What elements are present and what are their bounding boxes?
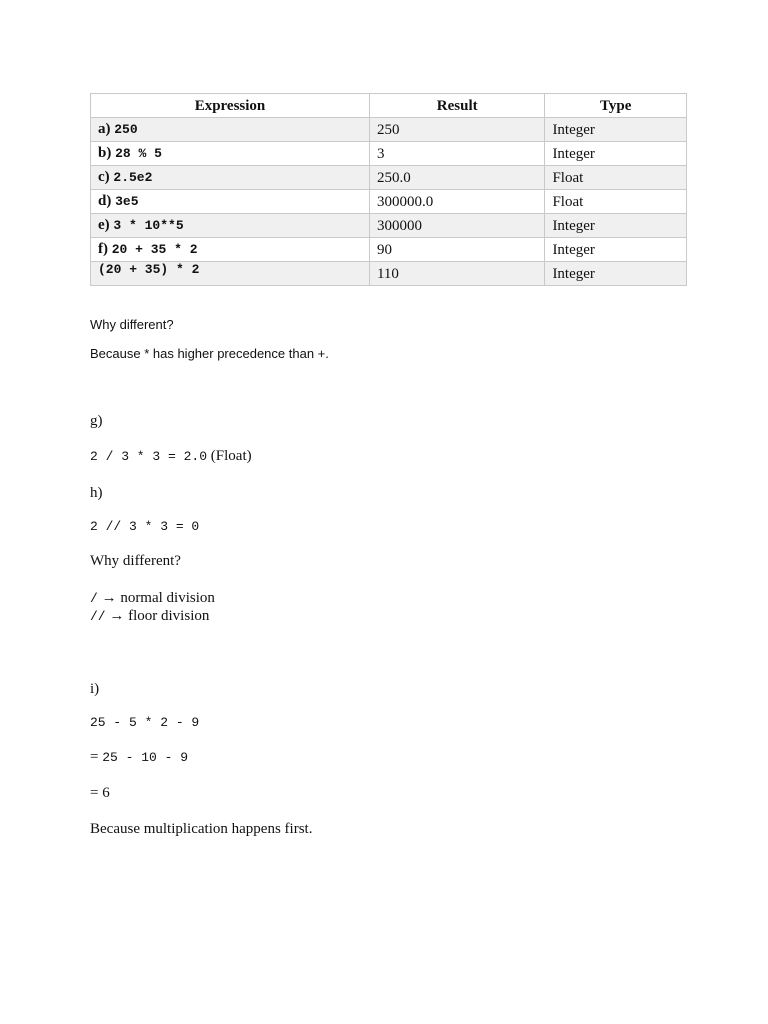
row-label: c) <box>98 169 114 185</box>
part-h-label: h) <box>90 485 103 501</box>
type-cell: Integer <box>545 142 687 166</box>
row-label: a) <box>98 121 115 137</box>
row-label: d) <box>98 193 116 209</box>
expression-code: 3 * 10**5 <box>113 218 184 233</box>
part-g-expression <box>90 448 252 465</box>
expression-code: 250 <box>114 122 138 137</box>
table-row <box>91 190 687 214</box>
division-operator: / <box>90 591 98 606</box>
normal-division-line <box>90 590 215 607</box>
expression-cell <box>91 142 370 166</box>
part-i-step1 <box>90 714 199 731</box>
type-cell: Float <box>545 166 687 190</box>
table-row <box>91 118 687 142</box>
table-row <box>91 214 687 238</box>
part-g-type: (Float) <box>207 448 252 464</box>
part-g-code: 2 / 3 * 3 = 2.0 <box>90 449 208 464</box>
expression-cell <box>91 118 370 142</box>
expression-cell <box>91 238 370 262</box>
why-different-question: Why different? <box>90 317 174 332</box>
result-cell: 250 <box>369 118 544 142</box>
table-row <box>91 238 687 262</box>
type-cell: Integer <box>545 238 687 262</box>
expression-cell <box>91 214 370 238</box>
table-row <box>91 262 687 286</box>
type-cell: Float <box>545 190 687 214</box>
expression-code: (20 + 35) * 2 <box>98 262 200 277</box>
part-i-step2-code: 25 - 10 - 9 <box>102 750 189 765</box>
row-label: f) <box>98 241 112 257</box>
result-cell: 90 <box>369 238 544 262</box>
part-i-label: i) <box>90 681 100 697</box>
part-h-code: 2 // 3 * 3 = 0 <box>90 519 200 534</box>
expression-cell <box>91 190 370 214</box>
part-i-step1-code: 25 - 5 * 2 - 9 <box>90 715 200 730</box>
result-cell: 300000 <box>369 214 544 238</box>
why-different-question-2: Why different? <box>90 553 181 569</box>
expression-code: 2.5e2 <box>113 170 153 185</box>
floor-division-line <box>90 608 209 625</box>
expression-code: 3e5 <box>115 194 139 209</box>
result-cell: 3 <box>369 142 544 166</box>
result-cell: 250.0 <box>369 166 544 190</box>
expression-code: 20 + 35 * 2 <box>111 242 198 257</box>
type-cell: Integer <box>545 262 687 286</box>
expression-cell <box>91 262 370 286</box>
type-cell: Integer <box>545 118 687 142</box>
result-cell: 110 <box>369 262 544 286</box>
type-cell: Integer <box>545 214 687 238</box>
part-i-step2 <box>90 749 188 766</box>
floor-division-operator: // <box>90 609 106 624</box>
table-header-row <box>91 94 687 118</box>
part-i-step2-prefix: = <box>90 749 103 765</box>
normal-division-text: → normal division <box>97 590 215 606</box>
expression-cell <box>91 166 370 190</box>
results-table <box>90 93 687 286</box>
part-i-conclusion: Because multiplication happens first. <box>90 821 313 837</box>
floor-division-text: → floor division <box>105 608 210 624</box>
expression-code: 28 % 5 <box>115 146 162 161</box>
part-g-label: g) <box>90 413 103 429</box>
part-i-step3: = 6 <box>90 785 110 801</box>
part-h-expression <box>90 518 199 535</box>
row-label: b) <box>98 145 116 161</box>
precedence-answer: Because * has higher precedence than +. <box>90 346 329 361</box>
header-expression: Expression <box>91 94 370 118</box>
result-cell: 300000.0 <box>369 190 544 214</box>
table-row <box>91 142 687 166</box>
header-result: Result <box>369 94 544 118</box>
table-row <box>91 166 687 190</box>
header-type: Type <box>545 94 687 118</box>
row-label: e) <box>98 217 114 233</box>
